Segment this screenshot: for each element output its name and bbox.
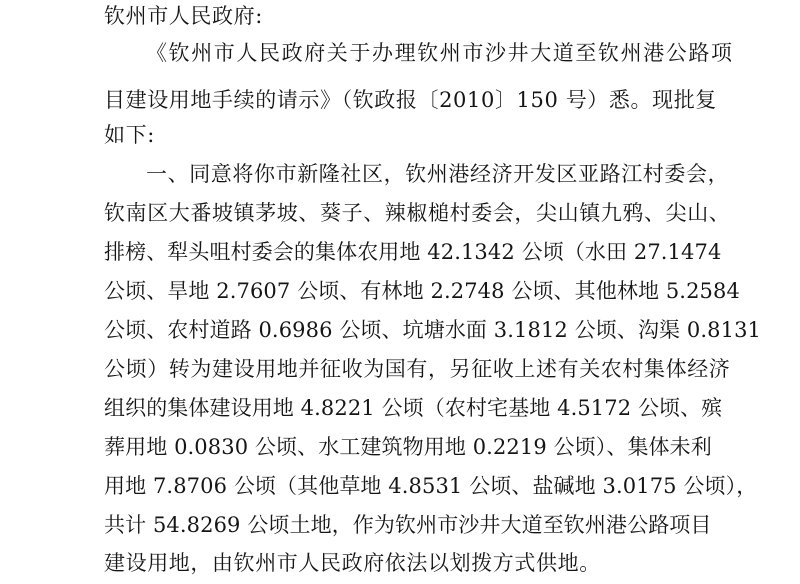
paragraph-1-line-2: 目建设用地手续的请示》（钦政报〔2010〕150 号）悉。现批复 (104, 88, 717, 112)
paragraph-2-line-11: 建设用地，由钦州市人民政府依法以划拨方式供地。 (104, 551, 601, 575)
paragraph-2-line-1: 一、同意将你市新隆社区，钦州港经济开发区亚路江村委会， (146, 162, 730, 186)
paragraph-2-line-9: 用地 7.8706 公顷（其他草地 4.8531 公顷、盐碱地 3.0175 公顷）， (104, 474, 758, 498)
paragraph-2-line-2: 钦南区大番坡镇茅坡、葵子、辣椒槌村委会，尖山镇九鸦、尖山、 (104, 201, 731, 225)
salutation: 钦州市人民政府: (104, 4, 263, 28)
paragraph-1-line-1: 《钦州市人民政府关于办理钦州市沙井大道至钦州港公路项 (146, 41, 734, 65)
paragraph-1-line-3: 如下: (104, 123, 155, 147)
paragraph-2-line-3: 排榜、犁头咀村委会的集体农用地 42.1342 公顷（水田 27.1474 (104, 240, 722, 264)
paragraph-2-line-8: 葬用地 0.0830 公顷、水工建筑物用地 0.2219 公顷）、集体未利 (104, 435, 712, 459)
paragraph-2-line-5: 公顷、农村道路 0.6986 公顷、坑塘水面 3.1812 公顷、沟渠 0.8131 (104, 318, 762, 342)
paragraph-2-line-10: 共计 54.8269 公顷土地，作为钦州市沙井大道至钦州港公路项目 (104, 513, 712, 537)
paragraph-2-line-4: 公顷、旱地 2.7607 公顷、有林地 2.2748 公顷、其他林地 5.2584 (104, 279, 740, 303)
paragraph-2-line-7: 组织的集体建设用地 4.8221 公顷（农村宅基地 4.5172 公顷、殡 (104, 396, 723, 420)
paragraph-2-line-6: 公顷）转为建设用地并征收为国有，另征收上述有关农村集体经济 (104, 357, 731, 381)
